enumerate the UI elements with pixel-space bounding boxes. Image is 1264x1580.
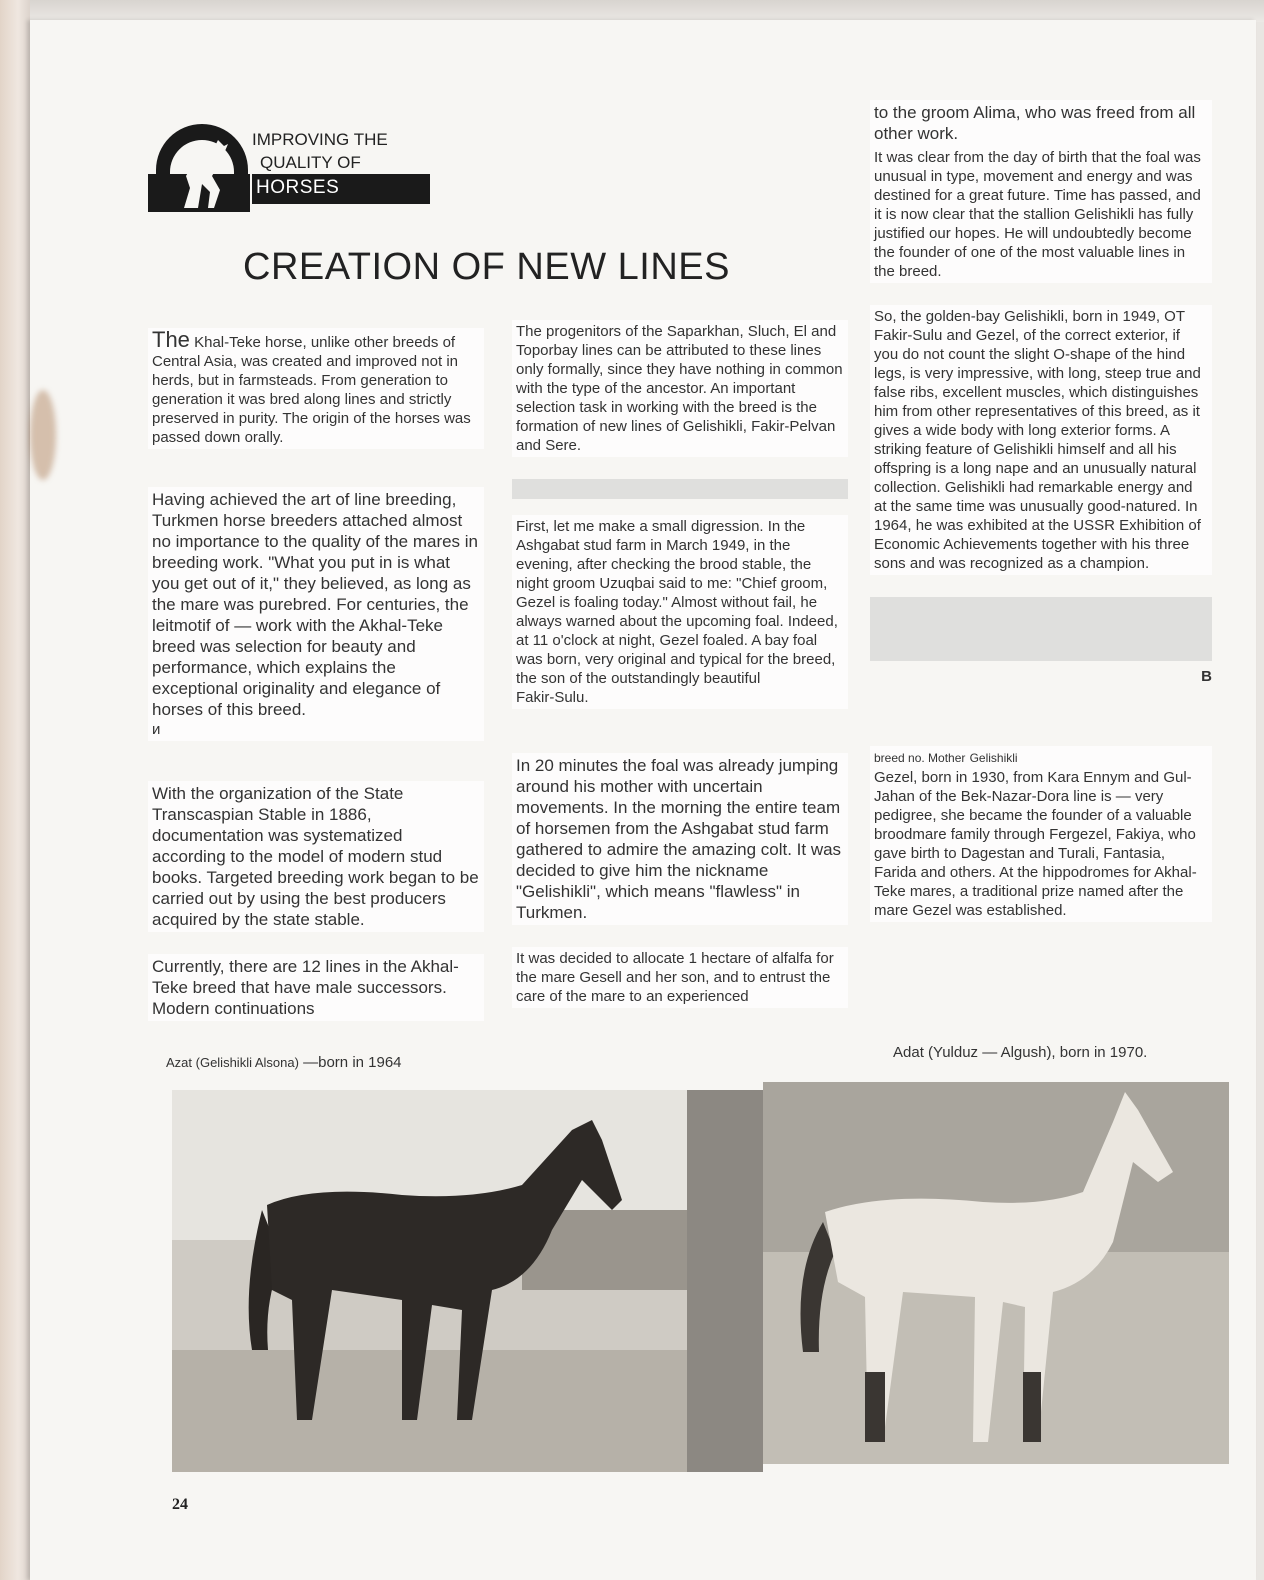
grey-band [512,479,848,499]
caption-right [893,1044,1147,1061]
stray-mark: B [1201,668,1212,685]
paragraph-text: Currently, there are 12 lines in the Akhal-Teke breed that have male successors. Modern continuations [152,957,459,1018]
col2-paragraph-1 [512,320,848,457]
column-1 [148,328,484,1043]
paragraph-text: In 20 minutes the foal was already jumping around his mother with uncertain movements. In the morning the entire team of horsemen from the Ashgabat stud farm gathered to admire the amazing colt. It was decided to give him the nickname "Gelishikli", which means "flawless" in Turkmen. [516,756,842,922]
caption-name: Adat (Yulduz [893,1044,979,1061]
caption-name: Azat (Gelishikli Alsona) [166,1055,299,1070]
stray-mark: и [152,721,161,738]
paragraph-text: With the organization of the State Transcaspian Stable in 1886, documentation was systematized according to the model of modern stud books. Targeted breeding work began to be carried out by using the best producers acquired by the state stable. [152,784,479,929]
col3-paragraph-1 [870,100,1212,283]
paragraph-text: It was decided to allocate 1 hectare of alfalfa for the mare Gesell and her son, and to entrust the care of the mare to an experienced [516,950,834,1005]
col1-paragraph-2 [148,487,484,741]
label-text: Gelishikli [969,751,1018,765]
article-title: CREATION OF NEW LINES [243,246,730,288]
col2-paragraph-3 [512,753,848,925]
stain [30,390,56,480]
col1-paragraph-1 [148,328,484,449]
column-3 [870,100,1212,944]
label-text: breed no. Mother [874,751,966,765]
page-top-edge [30,0,1264,22]
paragraph-text: Khal-Teke horse, unlike other breeds of Central Asia, was created and improved not in herds, but in farmsteads. From generation to generation it was bred along lines and strictly preserved in purity. The origin of the horses was passed down orally. [152,334,471,446]
col1-paragraph-4 [148,954,484,1021]
grey-band [870,597,1212,661]
kicker-line-3: HORSES [256,177,340,198]
col3-paragraph-4 [870,746,1212,922]
page-number: 24 [172,1496,188,1513]
paragraph-text: So, the golden-bay Gelishikli, born in 1949, OT Fakir-Sulu and Gezel, of the correct exterior, if you do not count the slight O-shape of the hind legs, is very impressive, with long, steep true and false ribs, excellent muscles, which distinguishes him from other representatives of this breed, as it gives a wide body with long exterior forms. A striking feature of Gelishikli himself and all his offspring is a long nape and an unusually natural collection. Gelishikli had remarkable energy and at the same time was unusually good-natured. In 1964, he was exhibited at the USSR Exhibition of Economic Achievements together with his three sons and was recognized as a champion. [874,308,1201,572]
drop-cap: The [152,327,190,352]
col3-paragraph-3 [870,305,1212,575]
paragraph-text: First, let me make a small digression. In the Ashgabat stud farm in March 1949, in the evening, after checking the brood stable, the night groom Uzuqbai said to me: "Chief groom, Gezel is foaling today." Almost without fail, he always warned about the upcoming foal. Indeed, at 11 o'clock at night, Gezel foaled. A bay foal was born, very original and typical for the breed, the son of the outstandingly beautiful [516,518,838,687]
photo-dark-horse [172,1090,687,1472]
paragraph-text: The progenitors of the Saparkhan, Sluch, El and Toporbay lines can be attributed to these lines only formally, since they have nothing in common with the type of the ancestor. An important selection task in working with the breed is the formation of new lines of Gelishikli, Fakir-Pelvan and Sere. [516,323,843,454]
photo-light-horse [763,1082,1229,1464]
paragraph-text: It was clear from the day of birth that the foal was unusual in type, movement and energy and was destined for a great future. Time has passed, and it is now clear that the stallion Gelishikli has fully justified our hopes. He will undoubtedly become the founder of one of the most valuable lines in the breed. [874,149,1201,280]
caption-left [166,1054,402,1071]
photo-divider [687,1090,763,1472]
kicker-line-1: IMPROVING THE [252,130,388,149]
column-2 [512,320,848,1030]
col2-paragraph-4 [512,947,848,1008]
paragraph-text: to the groom Alima, who was freed from all other work. [874,103,1196,143]
kicker-line-2: QUALITY OF [260,153,361,172]
col2-paragraph-2 [512,515,848,709]
paragraph-text: Gezel, born in 1930, from Kara Ennym and Gul-Jahan of the Bek-Nazar-Dora line is — very pedigree, she became the founder of a valuable broodmare family through Fergezel, Fakiya, who gave birth to Dagestan and Turali, Fantasia, Farida and others. At the hippodromes for Akhal-Teke mares, a traditional prize named after the mare Gezel was established. [874,769,1197,919]
col1-paragraph-3 [148,781,484,932]
caption-born: — Algush), born in 1970. [982,1044,1148,1061]
paragraph-text: Having achieved the art of line breeding, Turkmen horse breeders attached almost no importance to the quality of the mares in breeding work. "What you put in is what you get out of it," they believed, as long as the mare was purebred. For centuries, the leitmotif of — work with the Akhal-Teke breed was selection for beauty and performance, which explains the exceptional originality and elegance of horses of this breed. [152,490,479,719]
caption-born: —born in 1964 [303,1054,402,1071]
page-edge [0,0,30,1580]
paragraph-end: Fakir-Sulu. [516,689,589,706]
